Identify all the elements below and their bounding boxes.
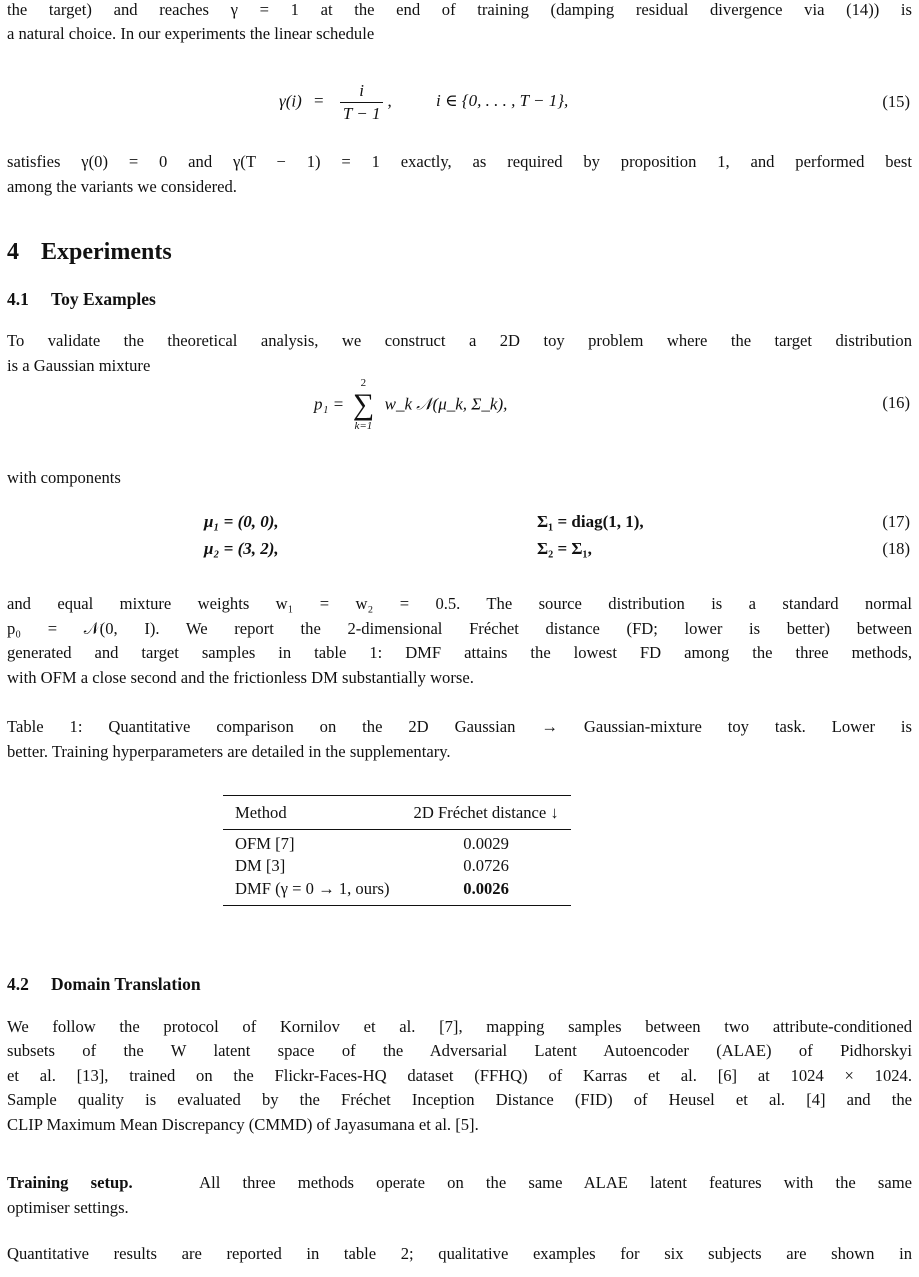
table-cell-value: 0.0726 [463,856,509,875]
section-4-number: 4 [7,239,19,265]
domain-para-line-4: Sample quality is evaluated by the Fréchet Inception Distance (FID) of Heusel et al. [4] and the [7,1090,912,1109]
domain-para-line-3: et al. [13], trained on the Flickr-Faces-HQ dataset (FFHQ) of Karras et al. [6] at 1024 × 1024. [7,1066,912,1085]
table-cell-method: OFM [7] [235,833,295,853]
eq18-sigma: Σ₂ = Σ₁, [537,539,592,558]
table-row [223,878,571,906]
section-4-heading [7,240,172,265]
intro-line-2: a natural choice. In our experiments the linear schedule [7,24,375,43]
eq18-number: (18) [882,539,910,558]
eq15-fraction [340,80,384,125]
table1-caption-line-1: Table 1: Quantitative comparison on the 2D Gaussian → Gaussian-mixture toy task. Lower is [7,717,912,736]
section-4-2-number: 4.2 [7,974,29,994]
after-eq15-line-1: satisfies γ(0) = 0 and γ(T − 1) = 1 exactly, as required by proposition 1, and performed best [7,152,912,171]
domain-para-line-1: We follow the protocol of Kornilov et al. [7], mapping samples between two attribute-conditioned [7,1017,912,1036]
eq15-lhs: γ(i) [279,91,302,111]
toy-result-line-3: generated and target samples in table 1: DMF attains the lowest FD among the three methods, [7,643,912,662]
eq17-sigma: Σ₁ = diag(1, 1), [537,512,644,531]
eq15-comma: , [387,91,392,111]
after-eq15-line-2: among the variants we considered. [7,177,237,196]
table-cell-value: 0.0029 [463,833,509,853]
section-4-1-number: 4.1 [7,289,29,309]
results-table [223,795,571,906]
equation-16 [7,377,912,432]
eq15-numerator: i [359,81,365,100]
table-row [223,829,571,855]
toy-intro-line-2: is a Gaussian mixture [7,356,151,375]
equation-17 [7,510,912,536]
eq15-denominator: T − 1 [340,102,384,125]
table-header-method: Method [235,803,287,822]
toy-intro-line-1: To validate the theoretical analysis, we construct a 2D toy problem where the target distribution [7,331,912,350]
table-row [223,855,571,878]
eq16-summation [348,377,378,433]
eq16-rhs: w_k 𝒩(μ_k, Σ_k), [384,394,508,414]
equation-18 [7,537,912,563]
intro-line-1: the target) and reaches γ = 1 at the end of training (damping residual divergence via (14)) is [7,0,912,19]
eq15-number: (15) [882,92,910,111]
toy-result-line-2: p₀ = 𝒩(0, I). We report the 2-dimensional Fréchet distance (FD; lower is better) between [7,619,912,638]
toy-result-line-4: with OFM a close second and the frictionless DM substantially worse. [7,668,474,687]
eq16-lhs: p₁ = [314,394,345,414]
section-4-2-heading [7,972,201,997]
sigma-icon: ∑ [352,388,375,421]
with-components: with components [7,468,121,487]
table-header-metric: 2D Fréchet distance ↓ [413,803,559,822]
eq16-sum-upper: 2 [360,377,367,389]
eq17-mu: μ₁ = (0, 0), [204,512,279,531]
eq16-number: (16) [882,393,910,412]
section-4-2-title: Domain Translation [51,974,201,994]
table-cell-value-best: 0.0026 [463,878,509,898]
equation-15 [7,80,912,123]
toy-result-line-1: and equal mixture weights w₁ = w₂ = 0.5. The source distribution is a standard normal [7,594,912,613]
section-4-1-title: Toy Examples [51,289,156,309]
eq17-number: (17) [882,512,910,531]
eq16-sum-lower: k=1 [354,420,373,432]
training-setup-line-2: optimiser settings. [7,1198,129,1217]
eq15-equals: = [314,91,324,111]
section-4-title: Experiments [41,239,172,265]
domain-para-line-2: subsets of the W latent space of the Adversarial Latent Autoencoder (ALAE) of Pidhorskyi [7,1041,912,1060]
training-setup-text: All three methods operate on the same ALAE latent features with the same [199,1173,912,1192]
section-4-1-heading [7,287,156,312]
eq18-mu: μ₂ = (3, 2), [204,539,279,558]
final-line: Quantitative results are reported in table 2; qualitative examples for six subjects are shown in [7,1244,912,1263]
table-cell-method: DM [3] [235,856,286,875]
training-setup-line-1 [7,1171,912,1196]
eq15-domain: i ∈ {0, . . . , T − 1}, [435,91,569,111]
table-header-row [223,796,571,830]
table-cell-method: DMF (γ = 0 → 1, ours) [235,878,390,898]
training-setup-label: Training setup. [7,1173,133,1192]
domain-para-line-5: CLIP Maximum Mean Discrepancy (CMMD) of Jayasumana et al. [5]. [7,1115,479,1134]
table1-caption-line-2: better. Training hyperparameters are detailed in the supplementary. [7,742,451,761]
